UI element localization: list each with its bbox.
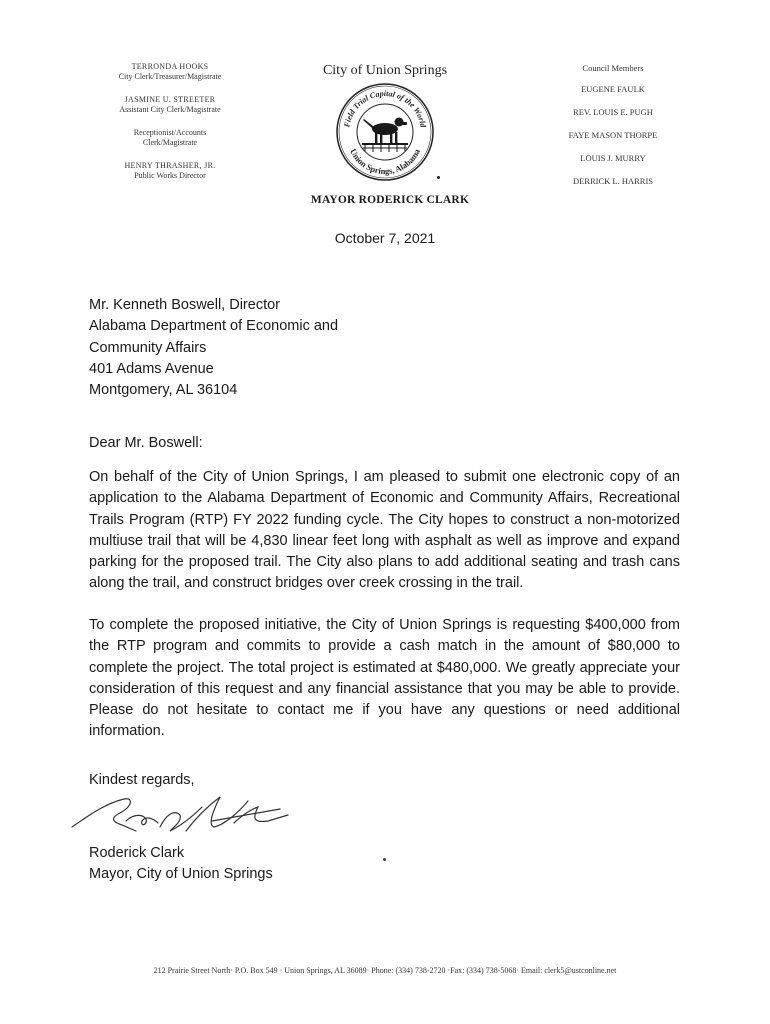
council-member: EUGENE FAULK bbox=[581, 84, 645, 94]
salutation: Dear Mr. Boswell: bbox=[89, 435, 203, 451]
letter-date: October 7, 2021 bbox=[334, 230, 436, 246]
closing: Kindest regards, bbox=[89, 772, 195, 788]
seal-motto: Field Trial Capital of the World bbox=[342, 88, 428, 129]
council-header: Council Members bbox=[582, 63, 644, 73]
signer-title: Mayor, City of Union Springs bbox=[89, 866, 273, 882]
letterhead-footer: 212 Prairie Street North· P.O. Box 549 · Union Springs, AL 36089· Phone: (334) 738-2720 ·Fax: (334) 738-5068· Email: clerk5@ustconline.net bbox=[153, 966, 617, 975]
seal-location: Union Springs, Alabama bbox=[348, 147, 422, 177]
recipient-address bbox=[89, 295, 338, 401]
pointer-dog-icon bbox=[363, 118, 407, 144]
recipient-line: Community Affairs bbox=[89, 339, 207, 356]
council-list bbox=[548, 63, 678, 199]
staff-title: Public Works Director bbox=[134, 171, 206, 180]
recipient-line: 401 Adams Avenue bbox=[89, 360, 214, 377]
council-member: DERRICK L. HARRIS bbox=[572, 176, 654, 186]
recipient-line: Alabama Department of Economic and bbox=[89, 318, 339, 335]
body-paragraph: To complete the proposed initiative, the City of Union Springs is requesting $400,000 from the RTP program and commits to provide a cash match in the amount of $80,000 to complete the project. The total project is estimated at $480,000. We greatly appreciate your consideration of this request and any financial assistance that you may be able to provide. Please do not hesitate to contact me if you have any questions or need additional information. bbox=[89, 617, 680, 740]
seal-graphic bbox=[335, 82, 435, 182]
signature-graphic bbox=[62, 785, 302, 845]
staff-list bbox=[90, 62, 250, 194]
recipient-line: Montgomery, AL 36104 bbox=[89, 382, 238, 399]
city-seal bbox=[335, 82, 435, 187]
seal-dot bbox=[437, 176, 440, 179]
staff-name: TERRONDA HOOKS bbox=[131, 62, 209, 71]
staff-entry bbox=[90, 128, 250, 148]
staff-title: Assistant City Clerk/Magistrate bbox=[119, 105, 221, 114]
council-member: REV. LOUIS E. PUGH bbox=[573, 107, 653, 117]
staff-name: JASMINE U. STREETER bbox=[124, 95, 216, 104]
city-name: City of Union Springs bbox=[322, 63, 448, 78]
mayor-title: MAYOR RODERICK CLARK bbox=[310, 194, 470, 206]
staff-name: HENRY THRASHER, JR. bbox=[124, 161, 216, 170]
council-member: LOUIS J. MURRY bbox=[580, 153, 646, 163]
stray-mark bbox=[383, 858, 386, 861]
recipient-line: Mr. Kenneth Boswell, Director bbox=[89, 297, 280, 313]
signer-name: Roderick Clark bbox=[89, 845, 185, 861]
staff-title: City Clerk/Treasurer/Magistrate bbox=[118, 72, 222, 81]
staff-entry bbox=[90, 161, 250, 181]
signer-block bbox=[89, 843, 273, 885]
staff-entry bbox=[90, 95, 250, 115]
council-member: FAYE MASON THORPE bbox=[568, 130, 658, 140]
staff-title: Receptionist/Accounts Clerk/Magistrate bbox=[133, 128, 207, 147]
staff-entry bbox=[90, 62, 250, 82]
body-paragraph: On behalf of the City of Union Springs, I am pleased to submit one electronic copy of an application to the Alabama Department of Economic and Community Affairs, Recreational Trails Program (RTP) FY 2022 funding cycle. The City hopes to construct a non-motorized multiuse trail that will be 4,830 linear feet long with asphalt as well as improve and expand parking for the proposed trail. The City also plans to add additional seating and trash cans along the trail, and construct bridges over creek crossing in the trail. bbox=[89, 469, 680, 592]
handwritten-signature bbox=[62, 785, 302, 850]
